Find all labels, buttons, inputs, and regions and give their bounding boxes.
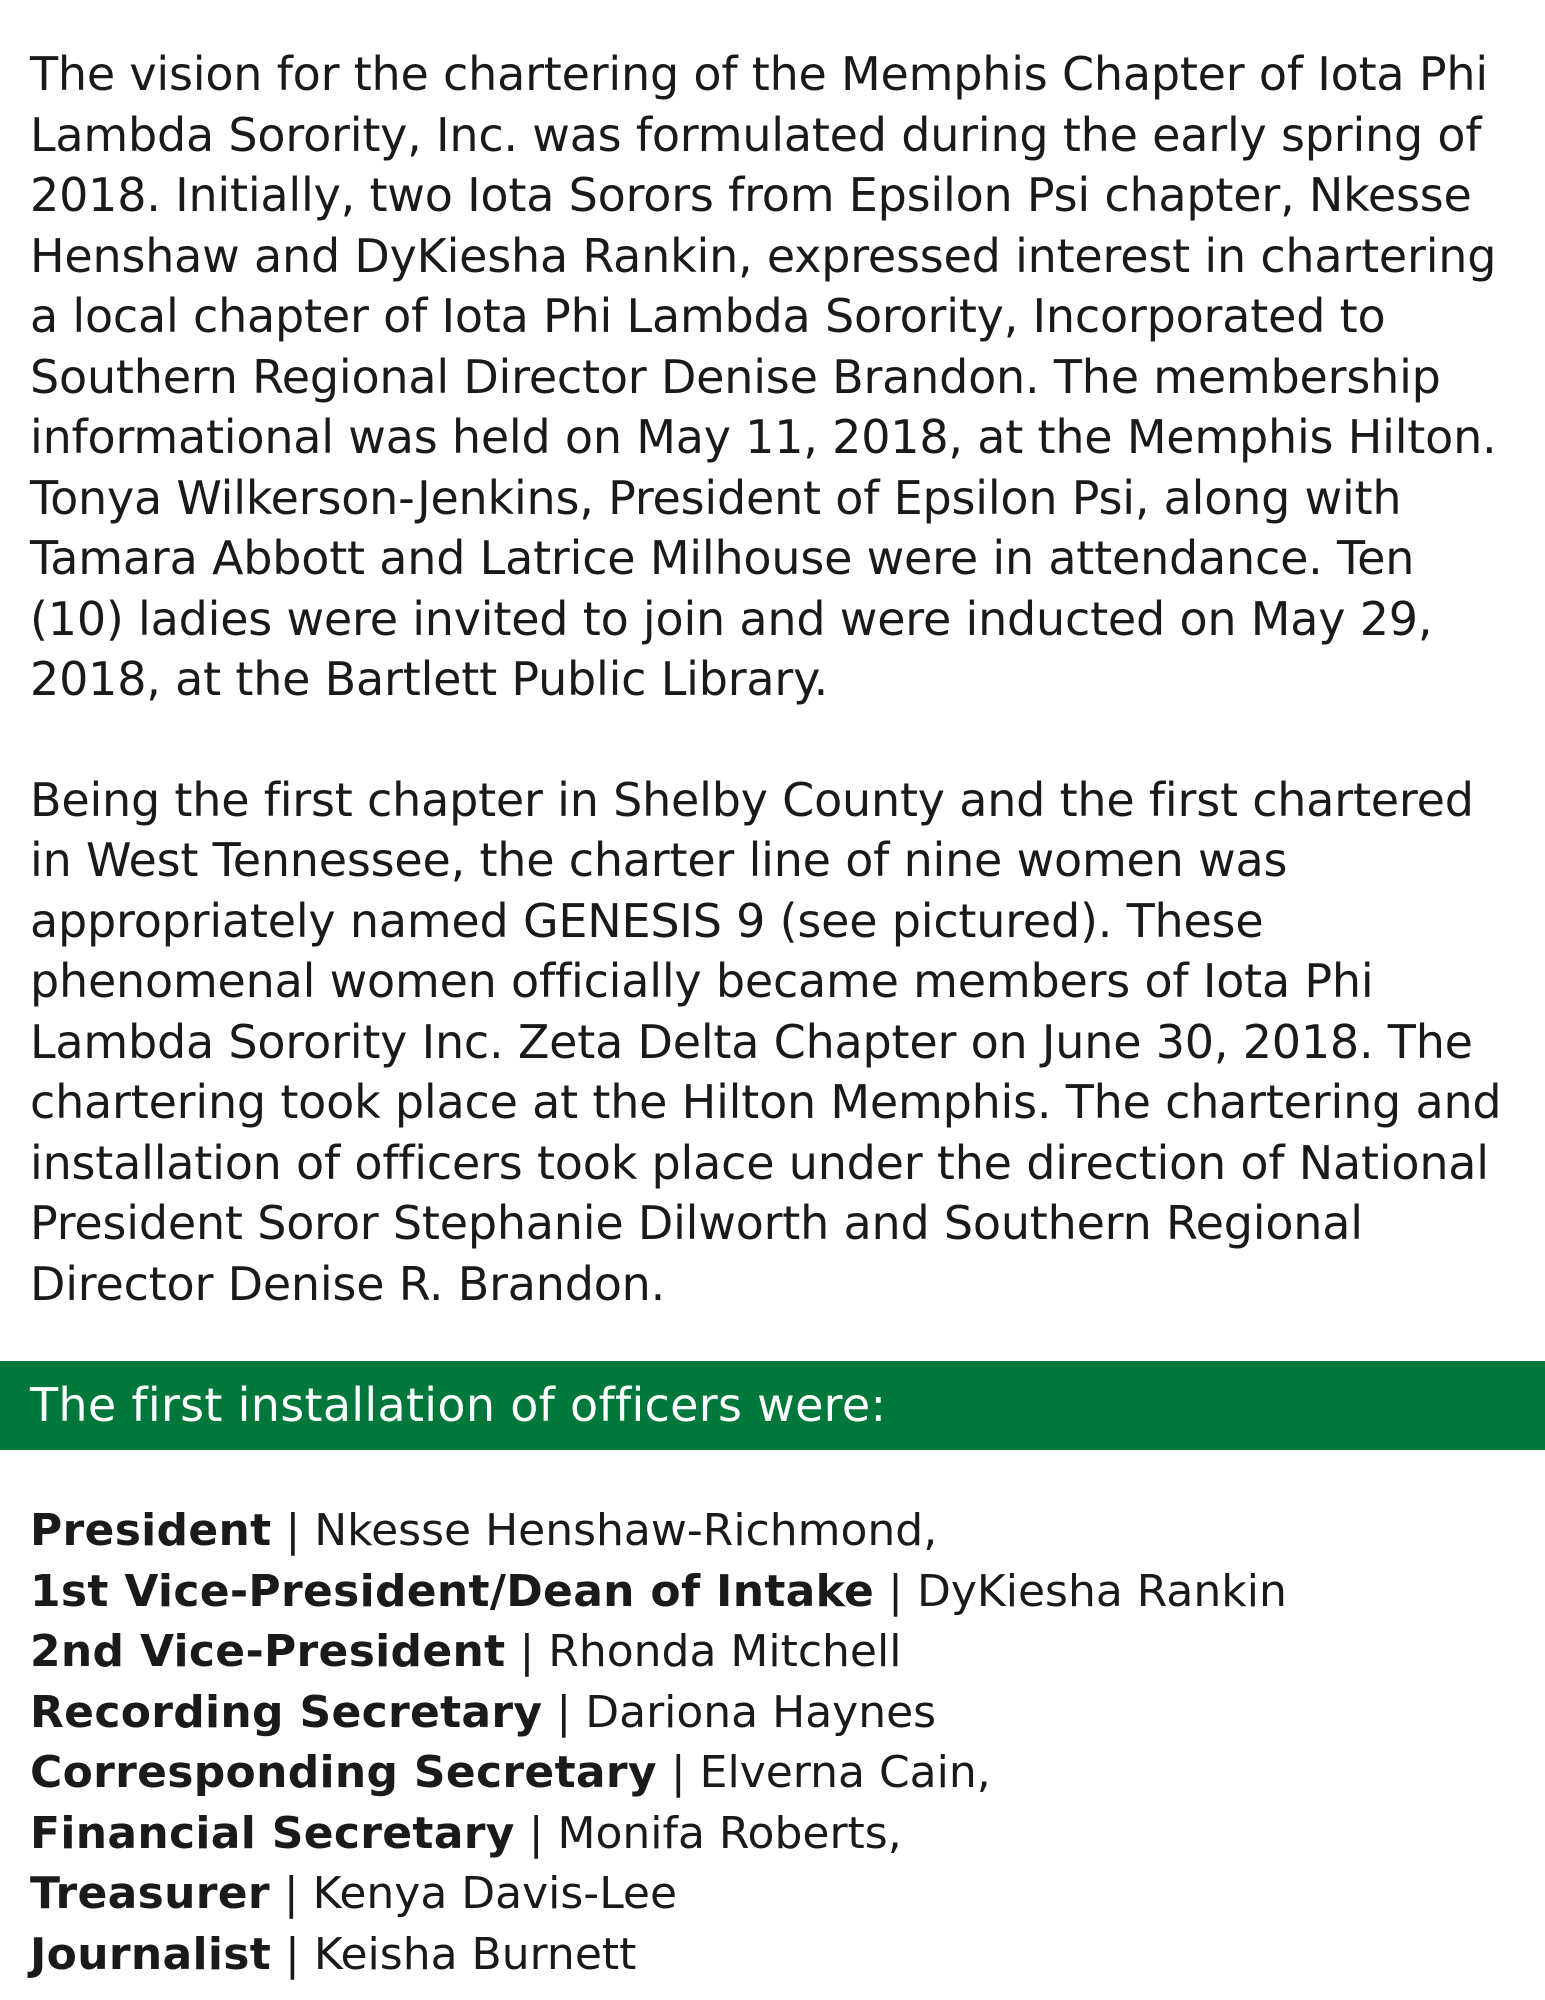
officer-name: DyKiesha Rankin	[916, 1565, 1287, 1617]
officer-separator: |	[505, 1626, 549, 1677]
officer-item	[30, 1864, 1520, 1925]
officer-item	[30, 1743, 1520, 1804]
officer-item	[30, 1804, 1520, 1865]
history-paragraph-1: The vision for the chartering of the Memphis Chapter of Iota Phi Lambda Sorority, Inc. was formulated during the early spring of 2018. Initially, two Iota Sorors from Epsilon Psi chapter, Nkesse Henshaw and DyKiesha Rankin, expressed interest in chartering a local chapter of Iota Phi Lambda Sorority, Incorporated to Southern Regional Director Denise Brandon. The membership informational was held on May 11, 2018, at the Memphis Hilton. Tonya Wilkerson-Jenkins, President of Epsilon Psi, along with Tamara Abbott and Latrice Milhouse were in attendance. Ten (10) ladies were invited to join and were inducted on May 29, 2018, at the Bartlett Public Library.	[30, 47, 1497, 706]
officer-name: Monifa Roberts,	[557, 1807, 902, 1859]
officer-name: Kenya Davis-Lee	[312, 1868, 678, 1919]
officer-item	[30, 1622, 1520, 1683]
officer-role: President	[30, 1505, 272, 1556]
officer-name: Keisha Burnett	[313, 1928, 637, 1980]
officer-role: Journalist	[30, 1928, 272, 1980]
chapter-history	[30, 44, 1520, 1314]
officer-name: Rhonda Mitchell	[548, 1626, 902, 1677]
history-paragraph-2: Being the first chapter in Shelby County and the first chartered in West Tennessee, the charter line of nine women was appropriately named GENESIS 9 (see pictured). These phenomenal women officially became members of Iota Phi Lambda Sorority Inc. Zeta Delta Chapter on June 30, 2018. The chartering took place at the Hilton Memphis. The chartering and installation of officers took place under the direction of National President Soror Stephanie Dilworth and Southern Regional Director Denise R. Brandon.	[30, 772, 1502, 1311]
officer-role: 1st Vice-President/Dean of Intake	[30, 1565, 875, 1617]
officer-separator: |	[542, 1686, 586, 1738]
officer-role: Recording Secretary	[30, 1686, 543, 1738]
officers-banner	[0, 1361, 1545, 1450]
officer-separator: |	[874, 1565, 917, 1617]
officer-name: Nkesse Henshaw-Richmond,	[314, 1505, 938, 1556]
officers-list	[30, 1501, 1520, 1985]
officer-item	[30, 1925, 1520, 1986]
officer-item	[30, 1562, 1520, 1623]
officer-separator: |	[514, 1807, 558, 1859]
officer-item	[30, 1501, 1520, 1562]
officers-heading: The first installation of officers were:	[30, 1378, 887, 1432]
officer-role: Treasurer	[30, 1868, 270, 1919]
officer-item	[30, 1683, 1520, 1744]
officer-name: Elverna Cain,	[699, 1747, 991, 1798]
officer-separator: |	[269, 1868, 313, 1919]
officer-role: Financial Secretary	[30, 1807, 515, 1859]
officer-name: Dariona Haynes	[585, 1686, 937, 1738]
officer-separator: |	[271, 1505, 315, 1556]
officer-separator: |	[271, 1928, 314, 1980]
officer-role: Corresponding Secretary	[30, 1747, 657, 1798]
officer-role: 2nd Vice-President	[30, 1626, 506, 1677]
officer-separator: |	[656, 1747, 700, 1798]
